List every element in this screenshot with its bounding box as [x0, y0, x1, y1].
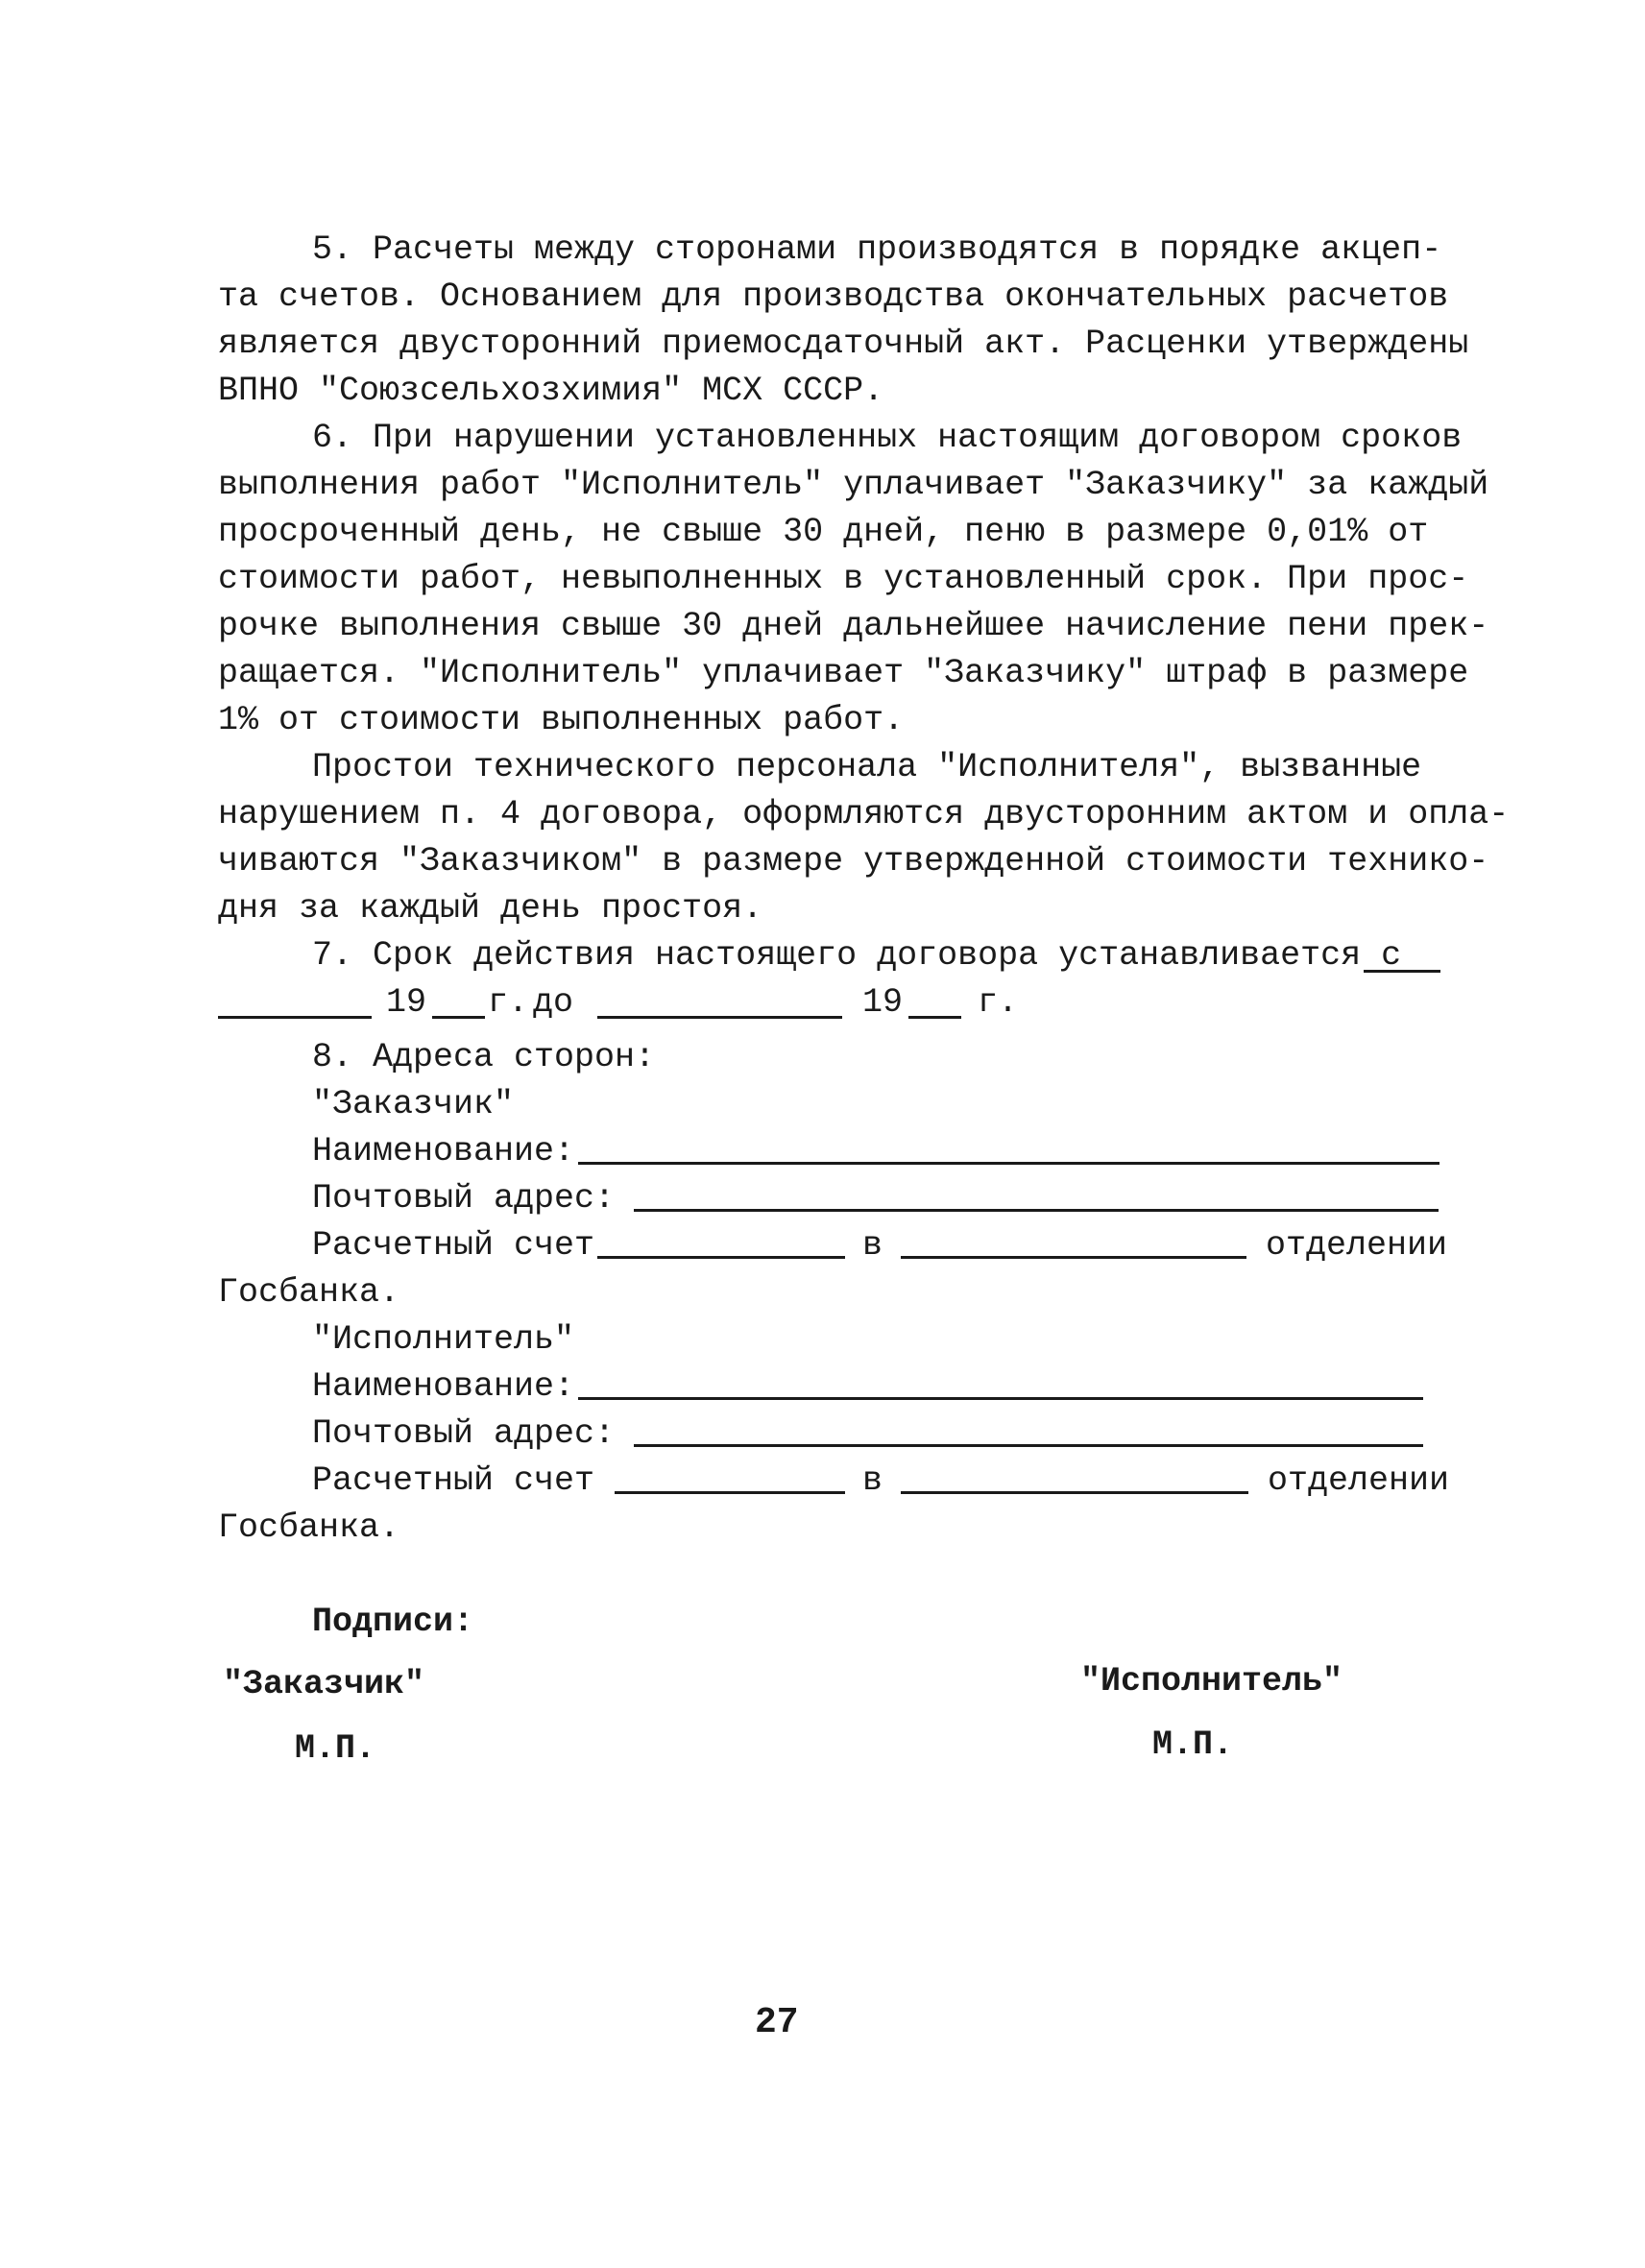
customer-seal-label: М.П. — [295, 1729, 376, 1768]
section6-line2: выполнения работ "Исполнитель" уплачивает "Заказчику" за каждый — [218, 466, 1489, 504]
contractor-in-label: в — [862, 1461, 883, 1500]
downtime-line2: нарушением п. 4 договора, оформляются двусторонним актом и опла- — [218, 795, 1510, 833]
customer-name-label: Наименование: — [312, 1132, 575, 1170]
page-number: 27 — [755, 2002, 799, 2043]
contractor-address-label: Почтовый адрес: — [312, 1414, 616, 1453]
section5-line3: является двусторонний приемосдаточный акт. Расценки утверждены — [218, 325, 1469, 363]
customer-address-label: Почтовый адрес: — [312, 1179, 616, 1218]
contractor-signature-label: "Исполнитель" — [1080, 1662, 1343, 1701]
signatures-heading: Подписи: — [312, 1603, 474, 1641]
section7-line1: 7. Срок действия настоящего договора устанавливается с — [312, 936, 1402, 975]
customer-bank-label: Госбанка. — [218, 1273, 400, 1312]
customer-title: "Заказчик" — [312, 1085, 515, 1123]
end-year-prefix: 19 — [862, 983, 904, 1022]
downtime-line3: чиваются "Заказчиком" в размере утвержденной стоимости технико- — [218, 842, 1489, 881]
contractor-account-field[interactable] — [615, 1491, 845, 1494]
downtime-line1: Простои технического персонала "Исполнителя", вызванные — [312, 748, 1422, 786]
section5-line1: 5. Расчеты между сторонами производятся в порядке акцеп- — [312, 230, 1442, 269]
start-year-suffix: г. — [488, 983, 529, 1022]
contractor-account-label: Расчетный счет — [312, 1461, 595, 1500]
addresses-heading: 8. Адреса сторон: — [312, 1038, 656, 1076]
customer-branch-label: отделении — [1266, 1226, 1448, 1265]
customer-bank-field[interactable] — [901, 1256, 1246, 1259]
section6-line3: просроченный день, не свыше 30 дней, пеню в размере 0,01% от — [218, 513, 1429, 551]
start-date-month-blank[interactable] — [218, 1016, 372, 1019]
downtime-line4: дня за каждый день простоя. — [218, 889, 763, 928]
end-date-blank[interactable] — [597, 1016, 842, 1019]
contractor-branch-label: отделении — [1268, 1461, 1450, 1500]
section5-line4: ВПНО "Союзсельхозхимия" МСХ СССР. — [218, 372, 884, 410]
section6-line5: рочке выполнения свыше 30 дней дальнейшее начисление пени прек- — [218, 607, 1489, 645]
contractor-bank-field[interactable] — [901, 1491, 1248, 1494]
section6-line7: 1% от стоимости выполненных работ. — [218, 701, 905, 739]
contractor-title: "Исполнитель" — [312, 1320, 575, 1359]
section5-line2: та счетов. Основанием для производства окончательных расчетов — [218, 277, 1449, 316]
start-year-blank[interactable] — [432, 1016, 485, 1019]
section6-line4: стоимости работ, невыполненных в установленный срок. При прос- — [218, 560, 1469, 598]
contractor-address-field[interactable] — [634, 1444, 1423, 1447]
end-year-suffix: г. — [978, 983, 1019, 1022]
customer-in-label: в — [862, 1226, 883, 1265]
contractor-seal-label: М.П. — [1152, 1725, 1234, 1764]
customer-account-field[interactable] — [597, 1256, 845, 1259]
section6-line6: ращается. "Исполнитель" уплачивает "Заказчику" штраф в размере — [218, 654, 1469, 692]
customer-account-label: Расчетный счет — [312, 1226, 595, 1265]
customer-name-field[interactable] — [578, 1162, 1439, 1165]
section6-line1: 6. При нарушении установленных настоящим договором сроков — [312, 419, 1463, 457]
customer-address-field[interactable] — [634, 1209, 1439, 1212]
contractor-name-label: Наименование: — [312, 1367, 575, 1406]
end-year-blank[interactable] — [908, 1016, 961, 1019]
start-year-prefix: 19 — [386, 983, 427, 1022]
until-label: до — [533, 983, 574, 1022]
contractor-bank-label: Госбанка. — [218, 1508, 400, 1547]
contractor-name-field[interactable] — [578, 1397, 1423, 1400]
customer-signature-label: "Заказчик" — [223, 1665, 425, 1703]
start-date-day-blank[interactable] — [1364, 970, 1440, 973]
